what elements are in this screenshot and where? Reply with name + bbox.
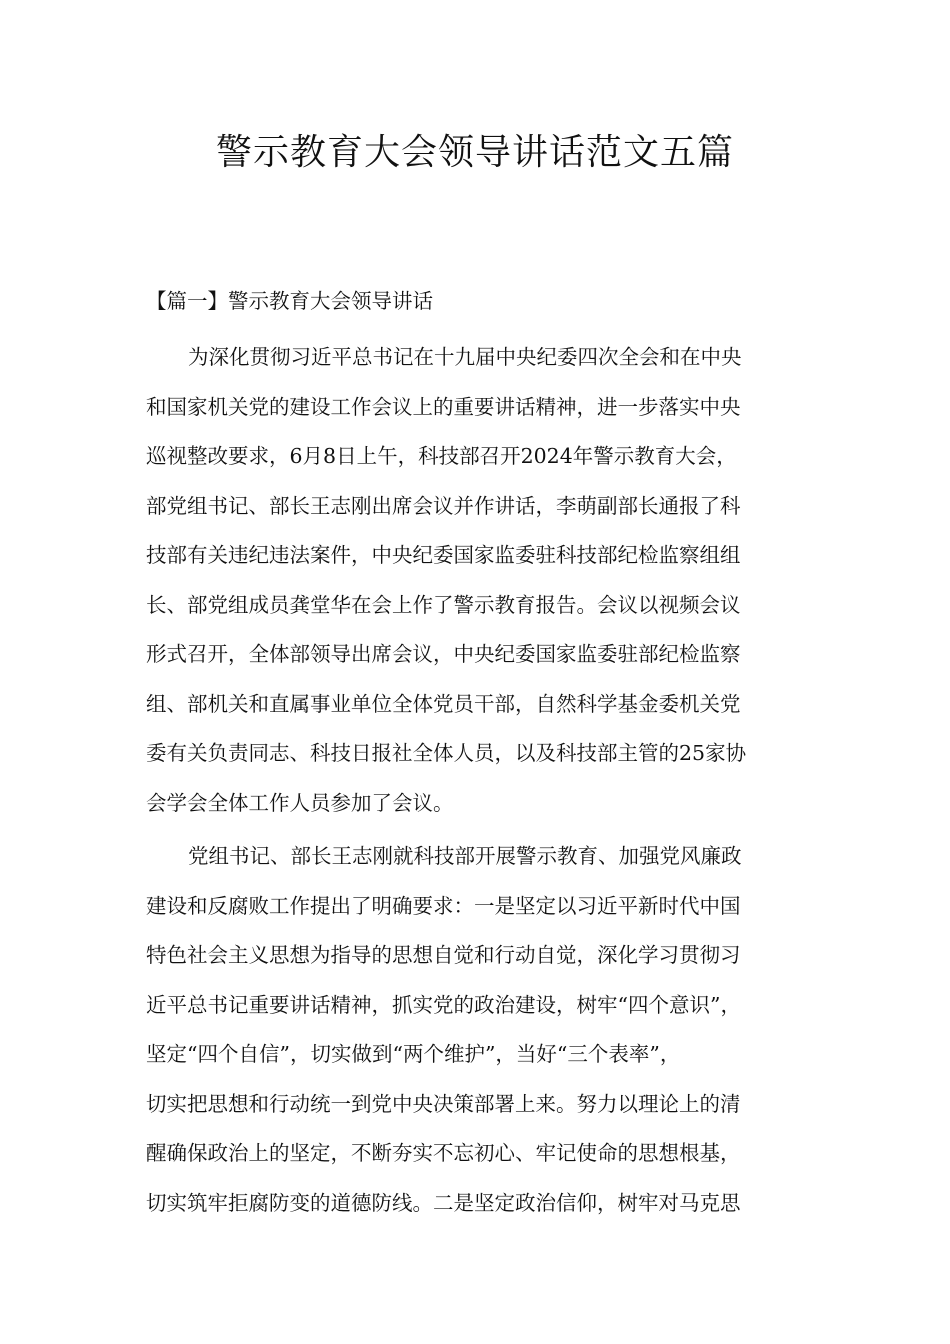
text-line: 组、部机关和直属事业单位全体党员干部，自然科学基金委机关党	[146, 691, 741, 716]
text-line: 为深化贯彻习近平总书记在十九届中央纪委四次全会和在中央	[188, 345, 742, 369]
text-line: 委有关负责同志、科技日报社全体人员，以及科技部主管的25家协	[146, 741, 747, 765]
document-title: 警示教育大会领导讲话范文五篇	[215, 132, 734, 173]
text-line: 坚定“四个自信”，切实做到“两个维护”，当好“三个表率”，	[146, 1042, 681, 1066]
text-line: 形式召开，全体部领导出席会议，中央纪委国家监委驻部纪检监察	[146, 642, 741, 666]
text-line: 部党组书记、部长王志刚出席会议并作讲话，李萌副部长通报了科	[146, 493, 741, 518]
text-line: 和国家机关党的建设工作会议上的重要讲话精神，进一步落实中央	[146, 394, 741, 419]
text-line: 切实筑牢拒腐防变的道德防线。二是坚定政治信仰，树牢对马克思	[146, 1190, 741, 1215]
text-line: 醒确保政治上的坚定，不断夯实不忘初心、牢记使命的思想根基，	[146, 1141, 741, 1165]
text-line: 技部有关违纪违法案件，中央纪委国家监委驻科技部纪检监察组组	[146, 543, 741, 567]
text-line: 长、部党组成员龚堂华在会上作了警示教育报告。会议以视频会议	[146, 592, 741, 617]
text-line: 会学会全体工作人员参加了会议。	[146, 790, 454, 815]
text-line: 近平总书记重要讲话精神，抓实党的政治建设，树牢“四个意识”，	[146, 992, 741, 1017]
text-line: 巡视整改要求，6月8日上午，科技部召开2024年警示教育大会，	[146, 444, 737, 468]
text-line: 特色社会主义思想为指导的思想自觉和行动自觉，深化学习贯彻习	[146, 943, 741, 967]
text-line: 建设和反腐败工作提出了明确要求：一是坚定以习近平新时代中国	[146, 893, 741, 918]
text-line: 党组书记、部长王志刚就科技部开展警示教育、加强党风廉政	[188, 844, 742, 868]
paragraph-1	[146, 333, 814, 828]
paragraph-2	[146, 832, 814, 1228]
document-body	[146, 333, 814, 1228]
section-heading: 【篇一】警示教育大会领导讲话	[146, 289, 433, 313]
text-line: 切实把思想和行动统一到党中央决策部署上来。努力以理论上的清	[146, 1091, 741, 1116]
